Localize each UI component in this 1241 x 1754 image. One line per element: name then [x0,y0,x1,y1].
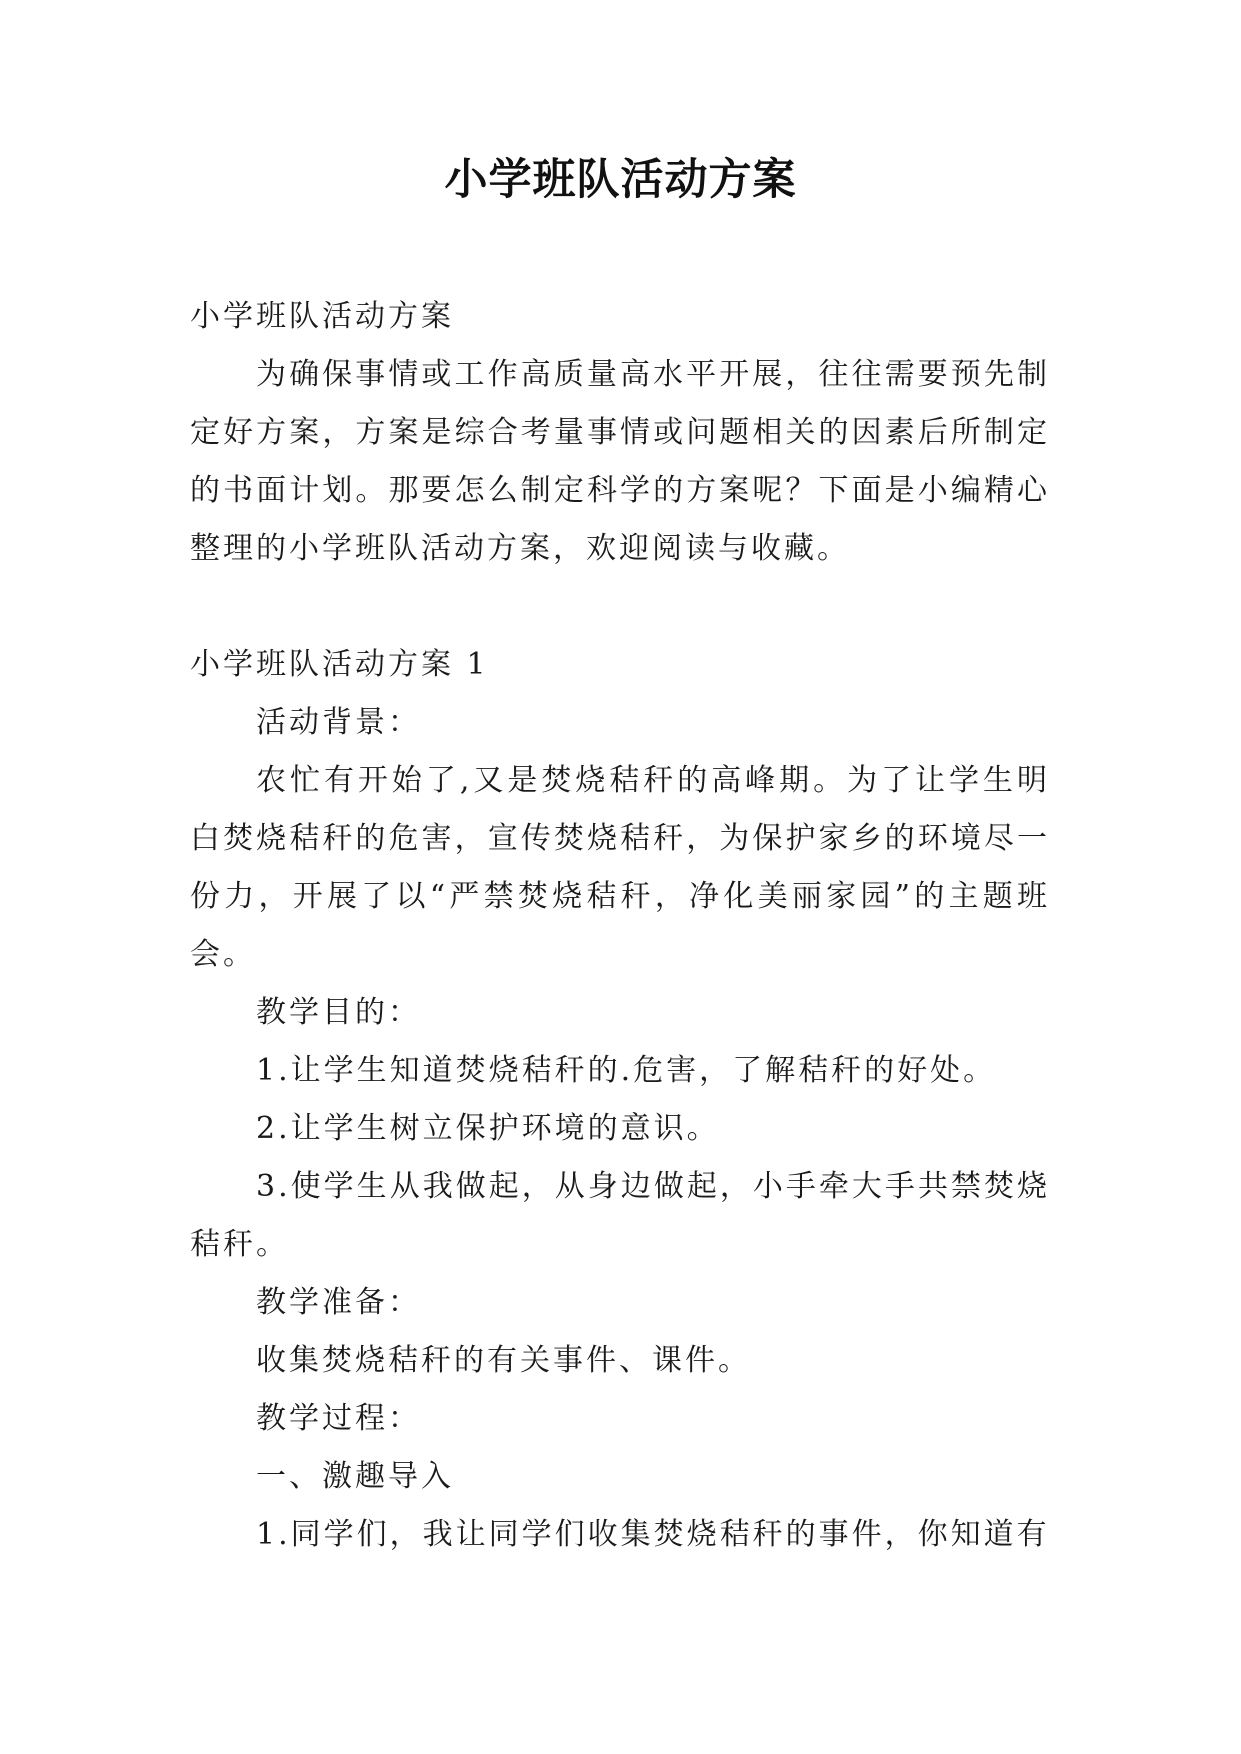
goal-item-2: 2.让学生树立保护环境的意识。 [256,1111,720,1146]
section-heading-1: 小学班队活动方案 1 [190,647,489,682]
document-title: 小学班队活动方案 [444,155,797,205]
paragraph-gap [190,578,1050,636]
background-paragraph: 农忙有开始了,又是焚烧秸秆的高峰期。为了让学生明白焚烧秸秆的危害，宣传焚烧秸秆，为保护家乡的环境尽一份力，开展了以“严禁焚烧秸秆，净化美丽家园”的主题班会。 [190,763,1050,972]
prep-paragraph: 收集焚烧秸秆的有关事件、课件。 [256,1343,751,1378]
prep-label: 教学准备： [256,1285,421,1320]
process-section-1: 一、激趣导入 [256,1459,454,1494]
goal-item-1: 1.让学生知道焚烧秸秆的.危害，了解秸秆的好处。 [256,1053,997,1088]
goal-item-3: 3.使学生从我做起，从身边做起，小手牵大手共禁焚烧秸秆。 [190,1169,1050,1262]
goal-label: 教学目的： [256,995,421,1030]
process-label: 教学过程： [256,1401,421,1436]
section-heading: 小学班队活动方案 [190,299,454,334]
document-body [190,288,1050,1564]
background-label: 活动背景： [256,705,421,740]
process-step-1: 1.同学们，我让同学们收集焚烧秸秆的事件，你知道有 [256,1517,1050,1552]
intro-paragraph: 为确保事情或工作高质量高水平开展，往往需要预先制定好方案，方案是综合考量事情或问题相关的因素后所制定的书面计划。那要怎么制定科学的方案呢？下面是小编精心整理的小学班队活动方案，欢迎阅读与收藏。 [190,357,1050,566]
